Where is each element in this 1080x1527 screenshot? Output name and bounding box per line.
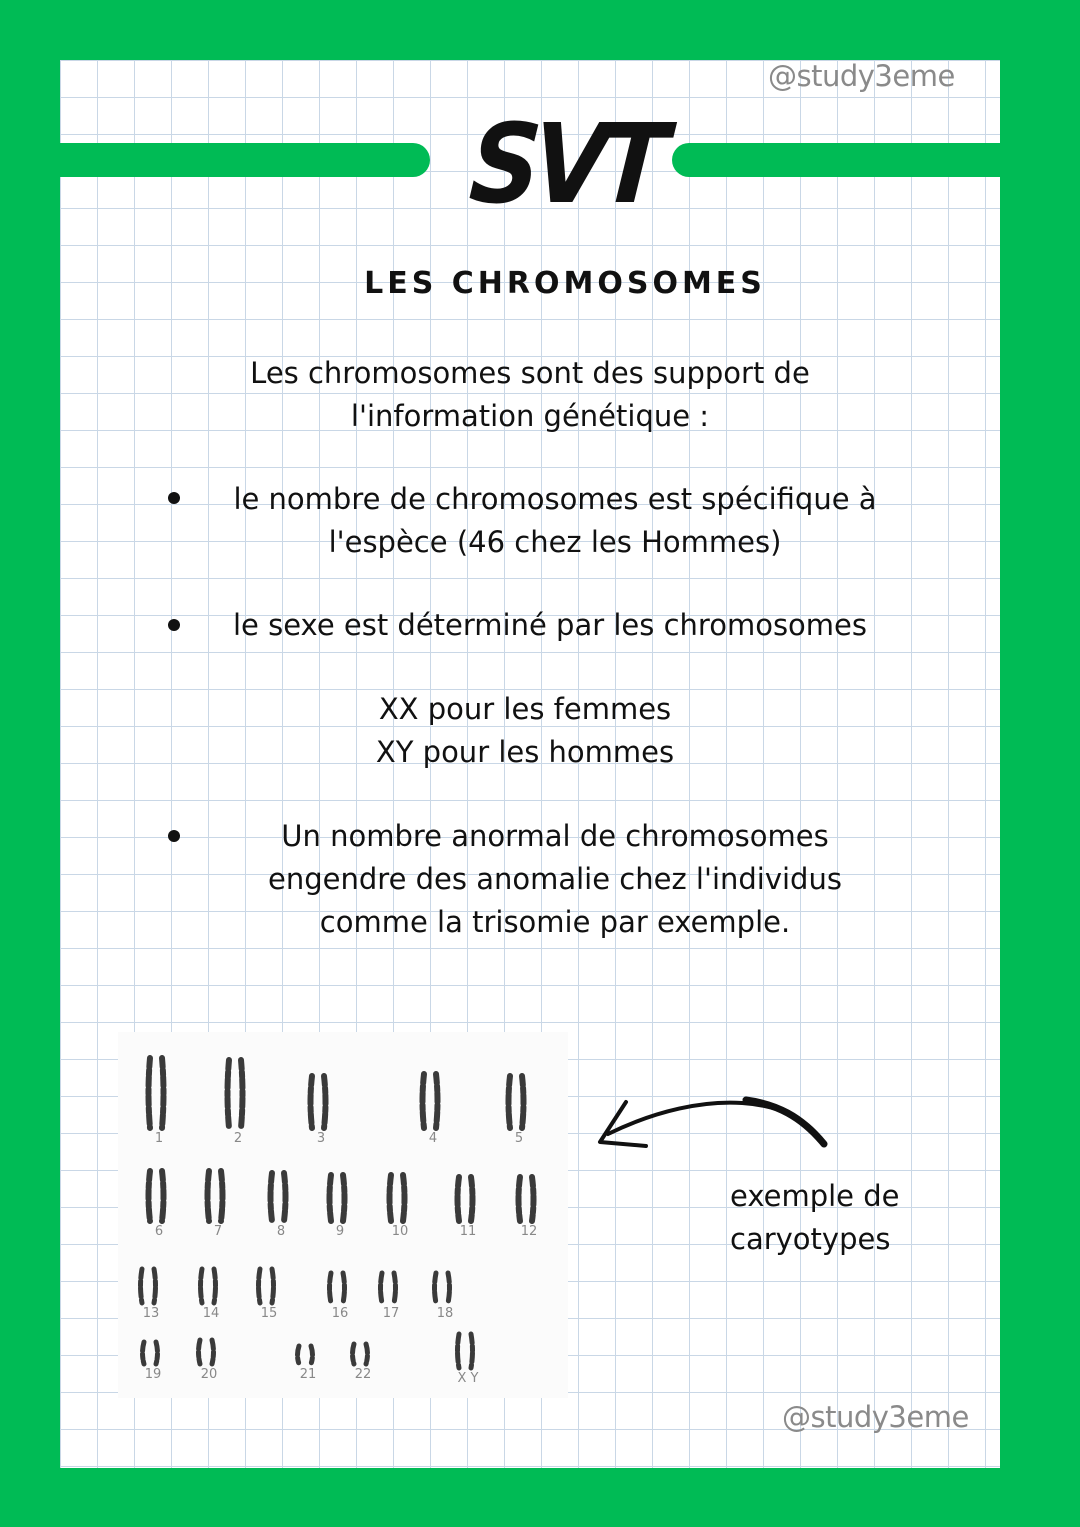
chromosome-pair (199, 1340, 214, 1364)
bullet-3-line-3: comme la trisomie par exemple. (319, 905, 791, 939)
chromatid (381, 1273, 383, 1303)
chromatid (156, 1342, 158, 1364)
chromosome-pair (208, 1171, 223, 1221)
intro-line-2: l'information génétique : (350, 399, 710, 433)
chromatid (199, 1340, 201, 1364)
chromatid (522, 1076, 524, 1128)
chromosome-label: X Y (457, 1371, 479, 1386)
chromatid (509, 1076, 511, 1128)
chromosome-pair (141, 1269, 156, 1303)
chromatid (154, 1269, 156, 1303)
chromosome-pair (228, 1060, 243, 1128)
chromosome-label: 18 (436, 1306, 454, 1321)
chromosome-label: 9 (335, 1224, 345, 1239)
chromatid (141, 1269, 143, 1303)
chromatid (241, 1060, 243, 1128)
caption-line-2: caryotypes (730, 1222, 891, 1256)
bullet-2-text (200, 604, 900, 647)
chromosome-pair (423, 1074, 438, 1128)
page-title: LES CHROMOSOMES (364, 266, 766, 301)
chromosome-label: 10 (391, 1224, 409, 1239)
sex-chromosomes-text (325, 688, 725, 774)
chromosome-pair (259, 1269, 274, 1303)
bullet-3-text (210, 815, 900, 944)
chromatid (448, 1273, 450, 1303)
chromatid (394, 1273, 396, 1303)
chromatid (201, 1269, 203, 1303)
chromatid (259, 1269, 261, 1303)
chromatid (311, 1076, 313, 1128)
chromosome-label: 11 (459, 1224, 477, 1239)
chromatid (228, 1060, 230, 1128)
chromatid (390, 1175, 392, 1221)
chromosome-label: 3 (316, 1131, 326, 1146)
bullet-3-line-1: Un nombre anormal de chromosomes (281, 819, 829, 853)
chromatid (221, 1171, 223, 1221)
chromosome-pair (143, 1342, 158, 1364)
bullet-2-line-1: le sexe est déterminé par les chromosomes (233, 608, 867, 642)
chromosome-pair (330, 1175, 345, 1221)
chromosome-pair (298, 1346, 313, 1364)
chromatid (272, 1269, 274, 1303)
chromosome-label: 20 (200, 1367, 218, 1382)
chromatid (162, 1171, 164, 1221)
chromosome-pair (381, 1273, 396, 1303)
chromosome-label: 2 (233, 1131, 243, 1146)
chromatid (458, 1334, 460, 1368)
bullet-3-line-2: engendre des anomalie chez l'individus (268, 862, 842, 896)
arrow-icon (586, 1086, 836, 1166)
chromosome-label: 16 (331, 1306, 349, 1321)
green-divider-left (60, 143, 430, 177)
chromosome-label: 22 (354, 1367, 372, 1382)
handle-top: @study3eme (768, 59, 955, 93)
chromatid (214, 1269, 216, 1303)
caption-line-1: exemple de (730, 1179, 900, 1213)
bullet-1-line-1: le nombre de chromosomes est spécifique à (233, 482, 877, 516)
bullet-dot-3 (168, 830, 180, 842)
chromosome-pair (435, 1273, 450, 1303)
green-divider-right (672, 143, 1000, 177)
xx-line: XX pour les femmes (378, 692, 672, 726)
chromatid (403, 1175, 405, 1221)
chromosome-pair (458, 1177, 473, 1221)
chromosome-label: 1 (154, 1131, 164, 1146)
chromatid (162, 1058, 164, 1128)
svt-logo: SVT (465, 101, 665, 229)
chromosome-pair (458, 1334, 473, 1368)
chromatid (366, 1344, 368, 1364)
chromatid (143, 1342, 145, 1364)
bullet-1-text (200, 478, 910, 564)
chromatid (423, 1074, 425, 1128)
chromosome-pair (330, 1273, 345, 1303)
chromatid (519, 1177, 521, 1221)
xy-line: XY pour les hommes (375, 735, 675, 769)
chromosome-label: 19 (144, 1367, 162, 1382)
chromosome-label: 7 (213, 1224, 223, 1239)
bullet-dot-2 (168, 619, 180, 631)
chromosome-label: 6 (154, 1224, 164, 1239)
chromatid (532, 1177, 534, 1221)
chromatid (471, 1334, 473, 1368)
chromosome-pair (519, 1177, 534, 1221)
chromatid (330, 1273, 332, 1303)
chromosome-pair (149, 1171, 164, 1221)
chromosome-pair (271, 1173, 286, 1221)
chromatid (471, 1177, 473, 1221)
chromosome-pair (509, 1076, 524, 1128)
handle-bottom: @study3eme (782, 1400, 969, 1434)
chromosome-pair (390, 1175, 405, 1221)
chromatid (436, 1074, 438, 1128)
chromosome-label: 12 (520, 1224, 538, 1239)
chromatid (149, 1058, 151, 1128)
chromosome-label: 14 (202, 1306, 220, 1321)
chromosome-label: 21 (299, 1367, 317, 1382)
chromatid (435, 1273, 437, 1303)
chromosome-pair (149, 1058, 164, 1128)
chromosome-label: 17 (382, 1306, 400, 1321)
chromosome-pair (201, 1269, 216, 1303)
chromatid (271, 1173, 273, 1221)
chromatid (343, 1273, 345, 1303)
chromosome-pair (311, 1076, 326, 1128)
chromatid (298, 1346, 300, 1364)
chromosome-label: 13 (142, 1306, 160, 1321)
chromatid (330, 1175, 332, 1221)
karyotype-image (118, 1032, 568, 1398)
intro-line-1: Les chromosomes sont des support de (250, 356, 810, 390)
caption (730, 1175, 899, 1261)
chromatid (343, 1175, 345, 1221)
chromatid (311, 1346, 313, 1364)
chromosome-label: 5 (514, 1131, 524, 1146)
bullet-1-line-2: l'espèce (46 chez les Hommes) (328, 525, 782, 559)
chromosome-pair (353, 1344, 368, 1364)
chromatid (208, 1171, 210, 1221)
chromatid (212, 1340, 214, 1364)
intro-text (130, 352, 930, 438)
chromatid (353, 1344, 355, 1364)
bullet-dot-1 (168, 492, 180, 504)
chromosome-label: 8 (276, 1224, 286, 1239)
chromatid (149, 1171, 151, 1221)
chromatid (458, 1177, 460, 1221)
karyotype-drawing (118, 1032, 568, 1398)
chromosome-label: 4 (428, 1131, 438, 1146)
chromatid (284, 1173, 286, 1221)
chromosome-label: 15 (260, 1306, 278, 1321)
chromatid (324, 1076, 326, 1128)
